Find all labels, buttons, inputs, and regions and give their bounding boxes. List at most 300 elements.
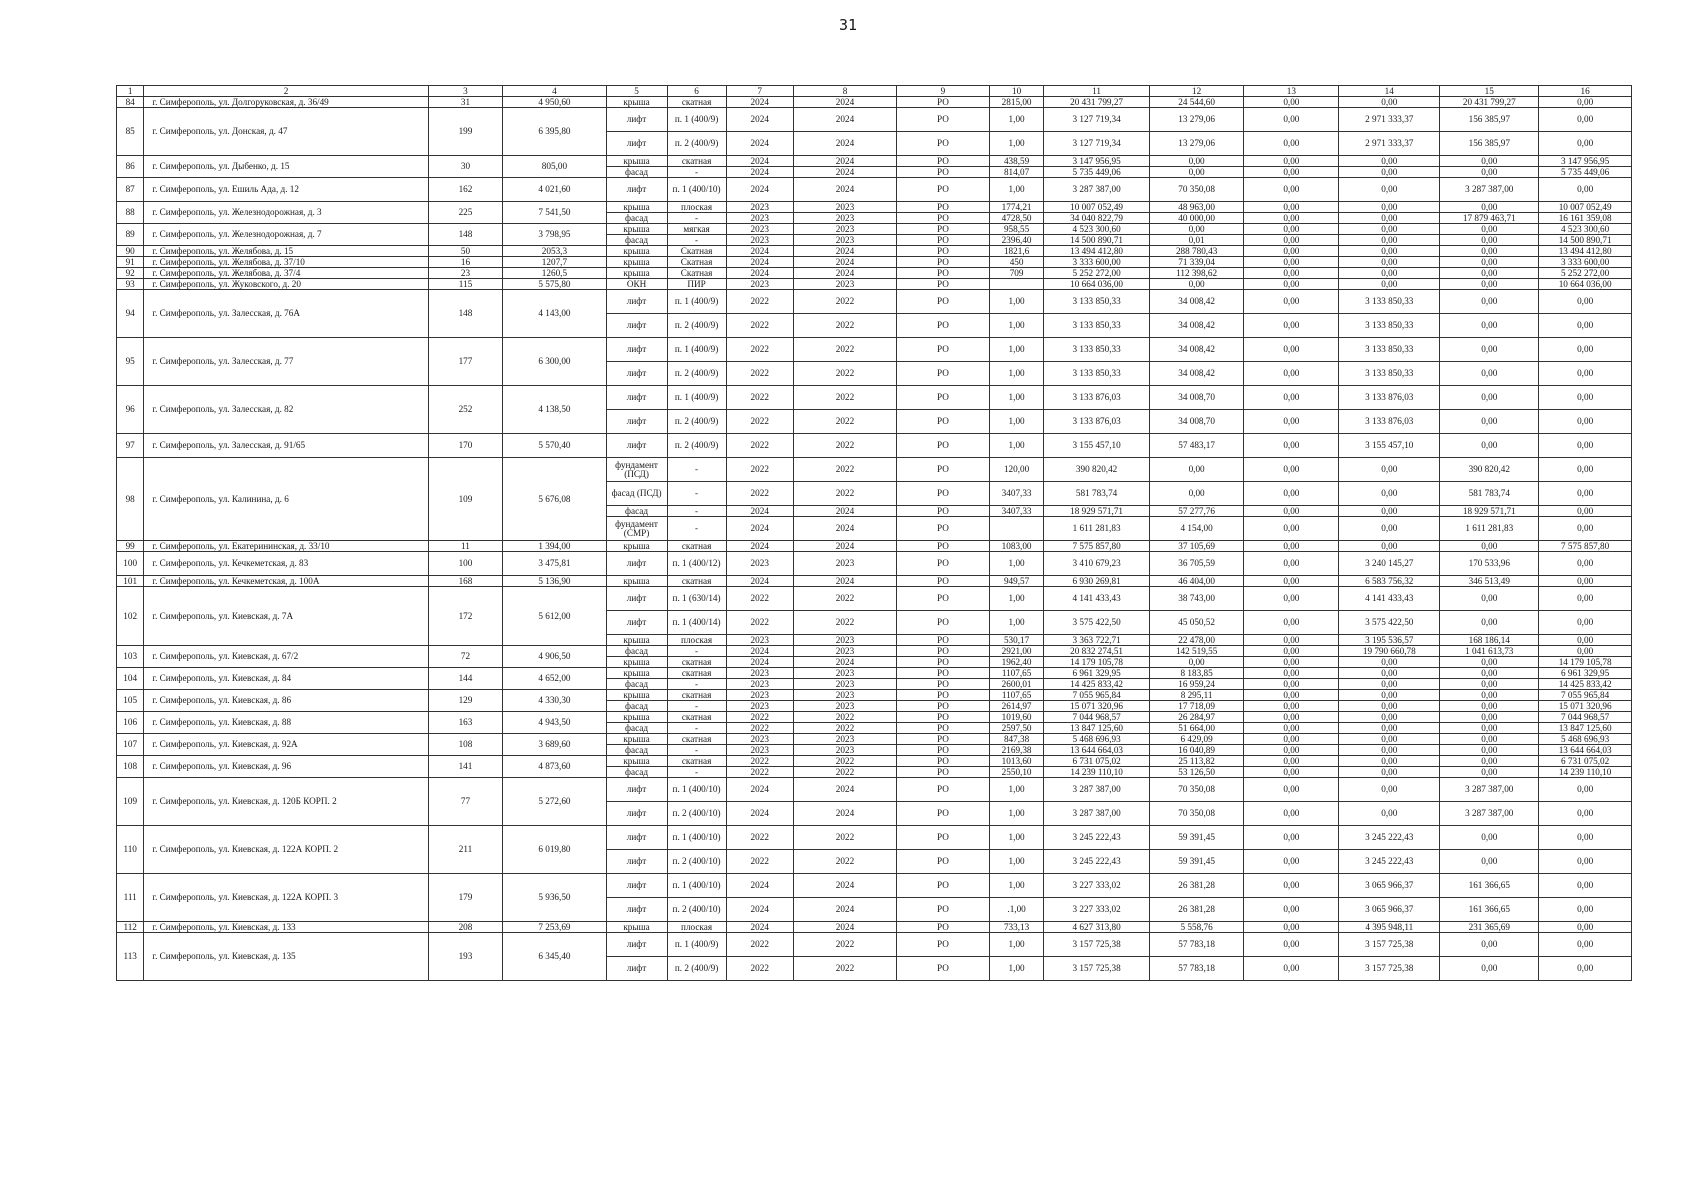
fund-cell: 0,00 — [1339, 482, 1440, 506]
apartments-cell: 163 — [428, 712, 503, 734]
fund-cell: 0,00 — [1539, 850, 1632, 874]
fund-cell: 0,00 — [1244, 235, 1339, 246]
fund-cell: 0,00 — [1440, 257, 1539, 268]
fund-cell: 0,00 — [1244, 690, 1339, 701]
method-cell: РО — [897, 235, 990, 246]
table-row — [117, 933, 1632, 957]
fund-cell: 3 245 222,43 — [1339, 850, 1440, 874]
element-cell: фасад — [606, 167, 667, 178]
volume-cell: 1,00 — [989, 552, 1044, 576]
fund-cell: 581 783,74 — [1440, 482, 1539, 506]
year-end-cell: 2023 — [793, 552, 896, 576]
apartments-cell: 177 — [428, 338, 503, 386]
type-cell: плоская — [667, 922, 726, 933]
type-cell: скатная — [667, 734, 726, 745]
address-cell: г. Симферополь, ул. Киевская, д. 133 — [144, 922, 428, 933]
fund-cell: 3 133 850,33 — [1339, 362, 1440, 386]
type-cell: п. 1 (400/9) — [667, 108, 726, 132]
method-cell: РО — [897, 668, 990, 679]
column-header: 6 — [667, 86, 726, 97]
method-cell: РО — [897, 734, 990, 745]
year-start-cell: 2024 — [726, 576, 793, 587]
element-cell: лифт — [606, 898, 667, 922]
volume-cell: 1,00 — [989, 132, 1044, 156]
type-cell: п. 2 (400/10) — [667, 898, 726, 922]
volume-cell: 450 — [989, 257, 1044, 268]
fund-cell: 231 365,69 — [1440, 922, 1539, 933]
unit-cost-cell: 34 008,70 — [1149, 410, 1244, 434]
type-cell: п. 1 (400/9) — [667, 290, 726, 314]
year-start-cell: 2022 — [726, 386, 793, 410]
fund-cell: 3 065 966,37 — [1339, 898, 1440, 922]
cost-cell: 20 431 799,27 — [1044, 97, 1149, 108]
fund-cell: 0,00 — [1339, 202, 1440, 213]
unit-cost-cell: 8 295,11 — [1149, 690, 1244, 701]
fund-cell: 0,00 — [1339, 517, 1440, 541]
fund-cell: 0,00 — [1339, 167, 1440, 178]
address-cell: г. Симферополь, ул. Донская, д. 47 — [144, 108, 428, 156]
type-cell: - — [667, 482, 726, 506]
year-start-cell: 2023 — [726, 202, 793, 213]
apartments-cell: 115 — [428, 279, 503, 290]
element-cell: лифт — [606, 778, 667, 802]
fund-cell: 3 065 966,37 — [1339, 874, 1440, 898]
year-start-cell: 2022 — [726, 362, 793, 386]
year-end-cell: 2022 — [793, 723, 896, 734]
volume-cell: 1107,65 — [989, 690, 1044, 701]
volume-cell: 733,13 — [989, 922, 1044, 933]
type-cell: плоская — [667, 202, 726, 213]
fund-cell: 0,00 — [1339, 178, 1440, 202]
type-cell: - — [667, 723, 726, 734]
unit-cost-cell: 142 519,55 — [1149, 646, 1244, 657]
fund-cell: 0,00 — [1440, 314, 1539, 338]
method-cell: РО — [897, 156, 990, 167]
type-cell: скатная — [667, 97, 726, 108]
cost-cell: 5 252 272,00 — [1044, 268, 1149, 279]
unit-cost-cell: 37 105,69 — [1149, 541, 1244, 552]
fund-cell: 7 575 857,80 — [1539, 541, 1632, 552]
table-row — [117, 668, 1632, 679]
fund-cell: 0,00 — [1440, 668, 1539, 679]
year-end-cell: 2024 — [793, 874, 896, 898]
unit-cost-cell: 57 483,17 — [1149, 434, 1244, 458]
year-end-cell: 2023 — [793, 235, 896, 246]
fund-cell: 0,00 — [1339, 279, 1440, 290]
fund-cell: 0,00 — [1244, 826, 1339, 850]
method-cell: РО — [897, 434, 990, 458]
unit-cost-cell: 34 008,42 — [1149, 338, 1244, 362]
address-cell: г. Симферополь, ул. Залесская, д. 82 — [144, 386, 428, 434]
fund-cell: 3 287 387,00 — [1440, 778, 1539, 802]
fund-cell: 0,00 — [1440, 690, 1539, 701]
area-cell: 5 676,08 — [503, 458, 606, 541]
volume-cell: 1083,00 — [989, 541, 1044, 552]
table-row — [117, 458, 1632, 482]
fund-cell: 0,00 — [1539, 97, 1632, 108]
address-cell: г. Симферополь, ул. Желябова, д. 37/4 — [144, 268, 428, 279]
element-cell: лифт — [606, 290, 667, 314]
address-cell: г. Симферополь, ул. Киевская, д. 96 — [144, 756, 428, 778]
fund-cell: 0,00 — [1539, 338, 1632, 362]
fund-cell: 0,00 — [1244, 922, 1339, 933]
type-cell: ПИР — [667, 279, 726, 290]
year-end-cell: 2022 — [793, 611, 896, 635]
year-end-cell: 2024 — [793, 517, 896, 541]
unit-cost-cell: 34 008,42 — [1149, 314, 1244, 338]
method-cell: РО — [897, 690, 990, 701]
area-cell: 4 950,60 — [503, 97, 606, 108]
element-cell: фасад — [606, 767, 667, 778]
table-row — [117, 178, 1632, 202]
fund-cell: 168 186,14 — [1440, 635, 1539, 646]
volume-cell: 2815,00 — [989, 97, 1044, 108]
area-cell: 5 136,90 — [503, 576, 606, 587]
year-start-cell: 2024 — [726, 922, 793, 933]
volume-cell: 2597,50 — [989, 723, 1044, 734]
area-cell: 3 689,60 — [503, 734, 606, 756]
element-cell: лифт — [606, 850, 667, 874]
area-cell: 7 541,50 — [503, 202, 606, 224]
volume-cell: 1,00 — [989, 957, 1044, 981]
fund-cell: 0,00 — [1440, 587, 1539, 611]
fund-cell: 0,00 — [1244, 933, 1339, 957]
cost-cell: 7 044 968,57 — [1044, 712, 1149, 723]
type-cell: скатная — [667, 712, 726, 723]
type-cell: - — [667, 745, 726, 756]
cost-cell: 3 133 850,33 — [1044, 362, 1149, 386]
element-cell: крыша — [606, 657, 667, 668]
element-cell: лифт — [606, 802, 667, 826]
method-cell: РО — [897, 712, 990, 723]
method-cell: РО — [897, 701, 990, 712]
method-cell: РО — [897, 874, 990, 898]
fund-cell: 3 157 725,38 — [1339, 957, 1440, 981]
cost-cell: 3 133 850,33 — [1044, 338, 1149, 362]
volume-cell: 2600,01 — [989, 679, 1044, 690]
year-end-cell: 2023 — [793, 668, 896, 679]
type-cell: - — [667, 646, 726, 657]
year-end-cell: 2024 — [793, 778, 896, 802]
year-end-cell: 2022 — [793, 767, 896, 778]
fund-cell: 346 513,49 — [1440, 576, 1539, 587]
year-end-cell: 2024 — [793, 802, 896, 826]
cost-cell: 3 287 387,00 — [1044, 178, 1149, 202]
fund-cell: 0,00 — [1440, 701, 1539, 712]
area-cell: 1260,5 — [503, 268, 606, 279]
year-start-cell: 2022 — [726, 314, 793, 338]
fund-cell: 3 133 850,33 — [1339, 314, 1440, 338]
year-end-cell: 2022 — [793, 434, 896, 458]
volume-cell — [989, 279, 1044, 290]
fund-cell: 0,00 — [1339, 156, 1440, 167]
year-start-cell: 2024 — [726, 646, 793, 657]
type-cell: п. 1 (400/10) — [667, 178, 726, 202]
fund-cell: 6 961 329,95 — [1539, 668, 1632, 679]
row-number-cell: 102 — [117, 587, 144, 646]
type-cell: скатная — [667, 156, 726, 167]
fund-cell: 0,00 — [1244, 132, 1339, 156]
element-cell: фундамент (СМР) — [606, 517, 667, 541]
unit-cost-cell: 16 959,24 — [1149, 679, 1244, 690]
cost-cell: 4 141 433,43 — [1044, 587, 1149, 611]
fund-cell: 14 500 890,71 — [1539, 235, 1632, 246]
table-row — [117, 778, 1632, 802]
fund-cell: 0,00 — [1440, 734, 1539, 745]
year-end-cell: 2024 — [793, 246, 896, 257]
cost-cell: 10 007 052,49 — [1044, 202, 1149, 213]
unit-cost-cell: 4 154,00 — [1149, 517, 1244, 541]
fund-cell: 0,00 — [1244, 178, 1339, 202]
method-cell: РО — [897, 957, 990, 981]
cost-cell: 15 071 320,96 — [1044, 701, 1149, 712]
apartments-cell: 172 — [428, 587, 503, 646]
fund-cell: 0,00 — [1539, 933, 1632, 957]
fund-cell: 0,00 — [1244, 712, 1339, 723]
fund-cell: 0,00 — [1244, 552, 1339, 576]
volume-cell: 1,00 — [989, 933, 1044, 957]
type-cell: мягкая — [667, 224, 726, 235]
unit-cost-cell: 48 963,00 — [1149, 202, 1244, 213]
unit-cost-cell: 24 544,60 — [1149, 97, 1244, 108]
cost-cell: 3 127 719,34 — [1044, 108, 1149, 132]
area-cell: 3 475,81 — [503, 552, 606, 576]
fund-cell: 0,00 — [1440, 611, 1539, 635]
type-cell: п. 2 (400/10) — [667, 802, 726, 826]
row-number-cell: 103 — [117, 646, 144, 668]
fund-cell: 18 929 571,71 — [1440, 506, 1539, 517]
fund-cell: 5 468 696,93 — [1539, 734, 1632, 745]
apartments-cell: 168 — [428, 576, 503, 587]
cost-cell: 14 179 105,78 — [1044, 657, 1149, 668]
table-row — [117, 756, 1632, 767]
type-cell: скатная — [667, 668, 726, 679]
type-cell: - — [667, 458, 726, 482]
cost-cell: 3 147 956,95 — [1044, 156, 1149, 167]
year-start-cell: 2022 — [726, 957, 793, 981]
element-cell: крыша — [606, 576, 667, 587]
column-header: 7 — [726, 86, 793, 97]
fund-cell: 0,00 — [1339, 756, 1440, 767]
method-cell: РО — [897, 933, 990, 957]
address-cell: г. Симферополь, ул. Киевская, д. 86 — [144, 690, 428, 712]
element-cell: крыша — [606, 541, 667, 552]
fund-cell: 0,00 — [1440, 679, 1539, 690]
column-header: 8 — [793, 86, 896, 97]
method-cell: РО — [897, 338, 990, 362]
year-start-cell: 2023 — [726, 701, 793, 712]
element-cell: лифт — [606, 611, 667, 635]
fund-cell: 0,00 — [1244, 778, 1339, 802]
year-end-cell: 2023 — [793, 745, 896, 756]
year-start-cell: 2023 — [726, 745, 793, 756]
volume-cell: 1019,60 — [989, 712, 1044, 723]
apartments-cell: 225 — [428, 202, 503, 224]
address-cell: г. Симферополь, ул. Дыбенко, д. 15 — [144, 156, 428, 178]
unit-cost-cell: 8 183,85 — [1149, 668, 1244, 679]
fund-cell: 0,00 — [1539, 646, 1632, 657]
type-cell: скатная — [667, 576, 726, 587]
fund-cell: 4 395 948,11 — [1339, 922, 1440, 933]
year-start-cell: 2024 — [726, 178, 793, 202]
cost-cell: 3 363 722,71 — [1044, 635, 1149, 646]
cost-cell: 14 425 833,42 — [1044, 679, 1149, 690]
fund-cell: 3 157 725,38 — [1339, 933, 1440, 957]
fund-cell: 0,00 — [1244, 506, 1339, 517]
fund-cell: 0,00 — [1539, 482, 1632, 506]
fund-cell: 0,00 — [1244, 657, 1339, 668]
fund-cell: 0,00 — [1539, 108, 1632, 132]
address-cell: г. Симферополь, ул. Желябова, д. 15 — [144, 246, 428, 257]
column-header: 11 — [1044, 86, 1149, 97]
method-cell: РО — [897, 552, 990, 576]
cost-cell: 3 333 600,00 — [1044, 257, 1149, 268]
table-row — [117, 97, 1632, 108]
row-number-cell: 113 — [117, 933, 144, 981]
unit-cost-cell: 46 404,00 — [1149, 576, 1244, 587]
year-start-cell: 2024 — [726, 657, 793, 668]
method-cell: РО — [897, 410, 990, 434]
year-start-cell: 2024 — [726, 506, 793, 517]
unit-cost-cell: 51 664,00 — [1149, 723, 1244, 734]
method-cell: РО — [897, 802, 990, 826]
unit-cost-cell: 26 381,28 — [1149, 874, 1244, 898]
fund-cell: 0,00 — [1539, 576, 1632, 587]
fund-cell: 0,00 — [1440, 826, 1539, 850]
volume-cell: 3407,33 — [989, 506, 1044, 517]
fund-cell: 0,00 — [1339, 668, 1440, 679]
unit-cost-cell: 0,00 — [1149, 482, 1244, 506]
fund-cell: 0,00 — [1539, 132, 1632, 156]
fund-cell: 0,00 — [1244, 202, 1339, 213]
fund-cell: 0,00 — [1440, 767, 1539, 778]
method-cell: РО — [897, 213, 990, 224]
fund-cell: 0,00 — [1539, 362, 1632, 386]
fund-cell: 0,00 — [1539, 874, 1632, 898]
year-end-cell: 2022 — [793, 826, 896, 850]
element-cell: фасад — [606, 701, 667, 712]
unit-cost-cell: 0,00 — [1149, 279, 1244, 290]
apartments-cell: 148 — [428, 290, 503, 338]
fund-cell: 0,00 — [1440, 156, 1539, 167]
year-start-cell: 2023 — [726, 235, 793, 246]
address-cell: г. Симферополь, ул. Калинина, д. 6 — [144, 458, 428, 541]
unit-cost-cell: 36 705,59 — [1149, 552, 1244, 576]
apartments-cell: 162 — [428, 178, 503, 202]
fund-cell: 0,00 — [1539, 611, 1632, 635]
unit-cost-cell: 53 126,50 — [1149, 767, 1244, 778]
column-header: 13 — [1244, 86, 1339, 97]
element-cell: крыша — [606, 97, 667, 108]
method-cell: РО — [897, 482, 990, 506]
method-cell: РО — [897, 541, 990, 552]
fund-cell: 13 644 664,03 — [1539, 745, 1632, 756]
volume-cell: 2169,38 — [989, 745, 1044, 756]
year-start-cell: 2024 — [726, 517, 793, 541]
year-start-cell: 2022 — [726, 482, 793, 506]
cost-cell: 13 644 664,03 — [1044, 745, 1149, 756]
apartments-cell: 16 — [428, 257, 503, 268]
year-start-cell: 2024 — [726, 898, 793, 922]
apartments-cell: 31 — [428, 97, 503, 108]
row-number-cell: 97 — [117, 434, 144, 458]
unit-cost-cell: 0,00 — [1149, 167, 1244, 178]
year-end-cell: 2022 — [793, 756, 896, 767]
fund-cell: 0,00 — [1440, 235, 1539, 246]
table-row — [117, 279, 1632, 290]
fund-cell: 156 385,97 — [1440, 108, 1539, 132]
volume-cell: 2614,97 — [989, 701, 1044, 712]
fund-cell: 2 971 333,37 — [1339, 132, 1440, 156]
year-end-cell: 2022 — [793, 362, 896, 386]
type-cell: п. 1 (400/12) — [667, 552, 726, 576]
column-header: 14 — [1339, 86, 1440, 97]
fund-cell: 0,00 — [1440, 745, 1539, 756]
table-row — [117, 156, 1632, 167]
table-row — [117, 541, 1632, 552]
element-cell: лифт — [606, 826, 667, 850]
element-cell: лифт — [606, 362, 667, 386]
fund-cell: 0,00 — [1339, 235, 1440, 246]
volume-cell: 814,07 — [989, 167, 1044, 178]
type-cell: - — [667, 701, 726, 712]
type-cell: - — [667, 517, 726, 541]
area-cell: 4 873,60 — [503, 756, 606, 778]
volume-cell: 1013,60 — [989, 756, 1044, 767]
table-row — [117, 338, 1632, 362]
table-row — [117, 922, 1632, 933]
address-cell: г. Симферополь, ул. Залесская, д. 91/65 — [144, 434, 428, 458]
fund-cell: 7 055 965,84 — [1539, 690, 1632, 701]
fund-cell: 3 155 457,10 — [1339, 434, 1440, 458]
fund-cell: 0,00 — [1244, 97, 1339, 108]
method-cell: РО — [897, 268, 990, 279]
fund-cell: 0,00 — [1539, 458, 1632, 482]
method-cell: РО — [897, 362, 990, 386]
area-cell: 4 138,50 — [503, 386, 606, 434]
cost-cell: 3 227 333,02 — [1044, 898, 1149, 922]
fund-cell: 0,00 — [1339, 268, 1440, 279]
area-cell: 4 330,30 — [503, 690, 606, 712]
unit-cost-cell: 70 350,08 — [1149, 778, 1244, 802]
year-start-cell: 2023 — [726, 668, 793, 679]
fund-cell: 20 431 799,27 — [1440, 97, 1539, 108]
cost-cell: 3 245 222,43 — [1044, 826, 1149, 850]
fund-cell: 0,00 — [1539, 506, 1632, 517]
area-cell: 4 021,60 — [503, 178, 606, 202]
fund-cell: 0,00 — [1244, 482, 1339, 506]
element-cell: лифт — [606, 957, 667, 981]
year-start-cell: 2024 — [726, 167, 793, 178]
fund-cell: 14 425 833,42 — [1539, 679, 1632, 690]
apartments-cell: 193 — [428, 933, 503, 981]
element-cell: фасад — [606, 235, 667, 246]
fund-cell: 5 252 272,00 — [1539, 268, 1632, 279]
volume-cell: 120,00 — [989, 458, 1044, 482]
fund-cell: 0,00 — [1440, 756, 1539, 767]
cost-cell: 3 157 725,38 — [1044, 957, 1149, 981]
fund-cell: 0,00 — [1339, 712, 1440, 723]
area-cell: 4 943,50 — [503, 712, 606, 734]
fund-cell: 0,00 — [1244, 224, 1339, 235]
address-cell: г. Симферополь, ул. Киевская, д. 7А — [144, 587, 428, 646]
volume-cell: 949,57 — [989, 576, 1044, 587]
volume-cell: 1107,65 — [989, 668, 1044, 679]
volume-cell: 1774,21 — [989, 202, 1044, 213]
element-cell: крыша — [606, 156, 667, 167]
row-number-cell: 93 — [117, 279, 144, 290]
year-start-cell: 2022 — [726, 587, 793, 611]
